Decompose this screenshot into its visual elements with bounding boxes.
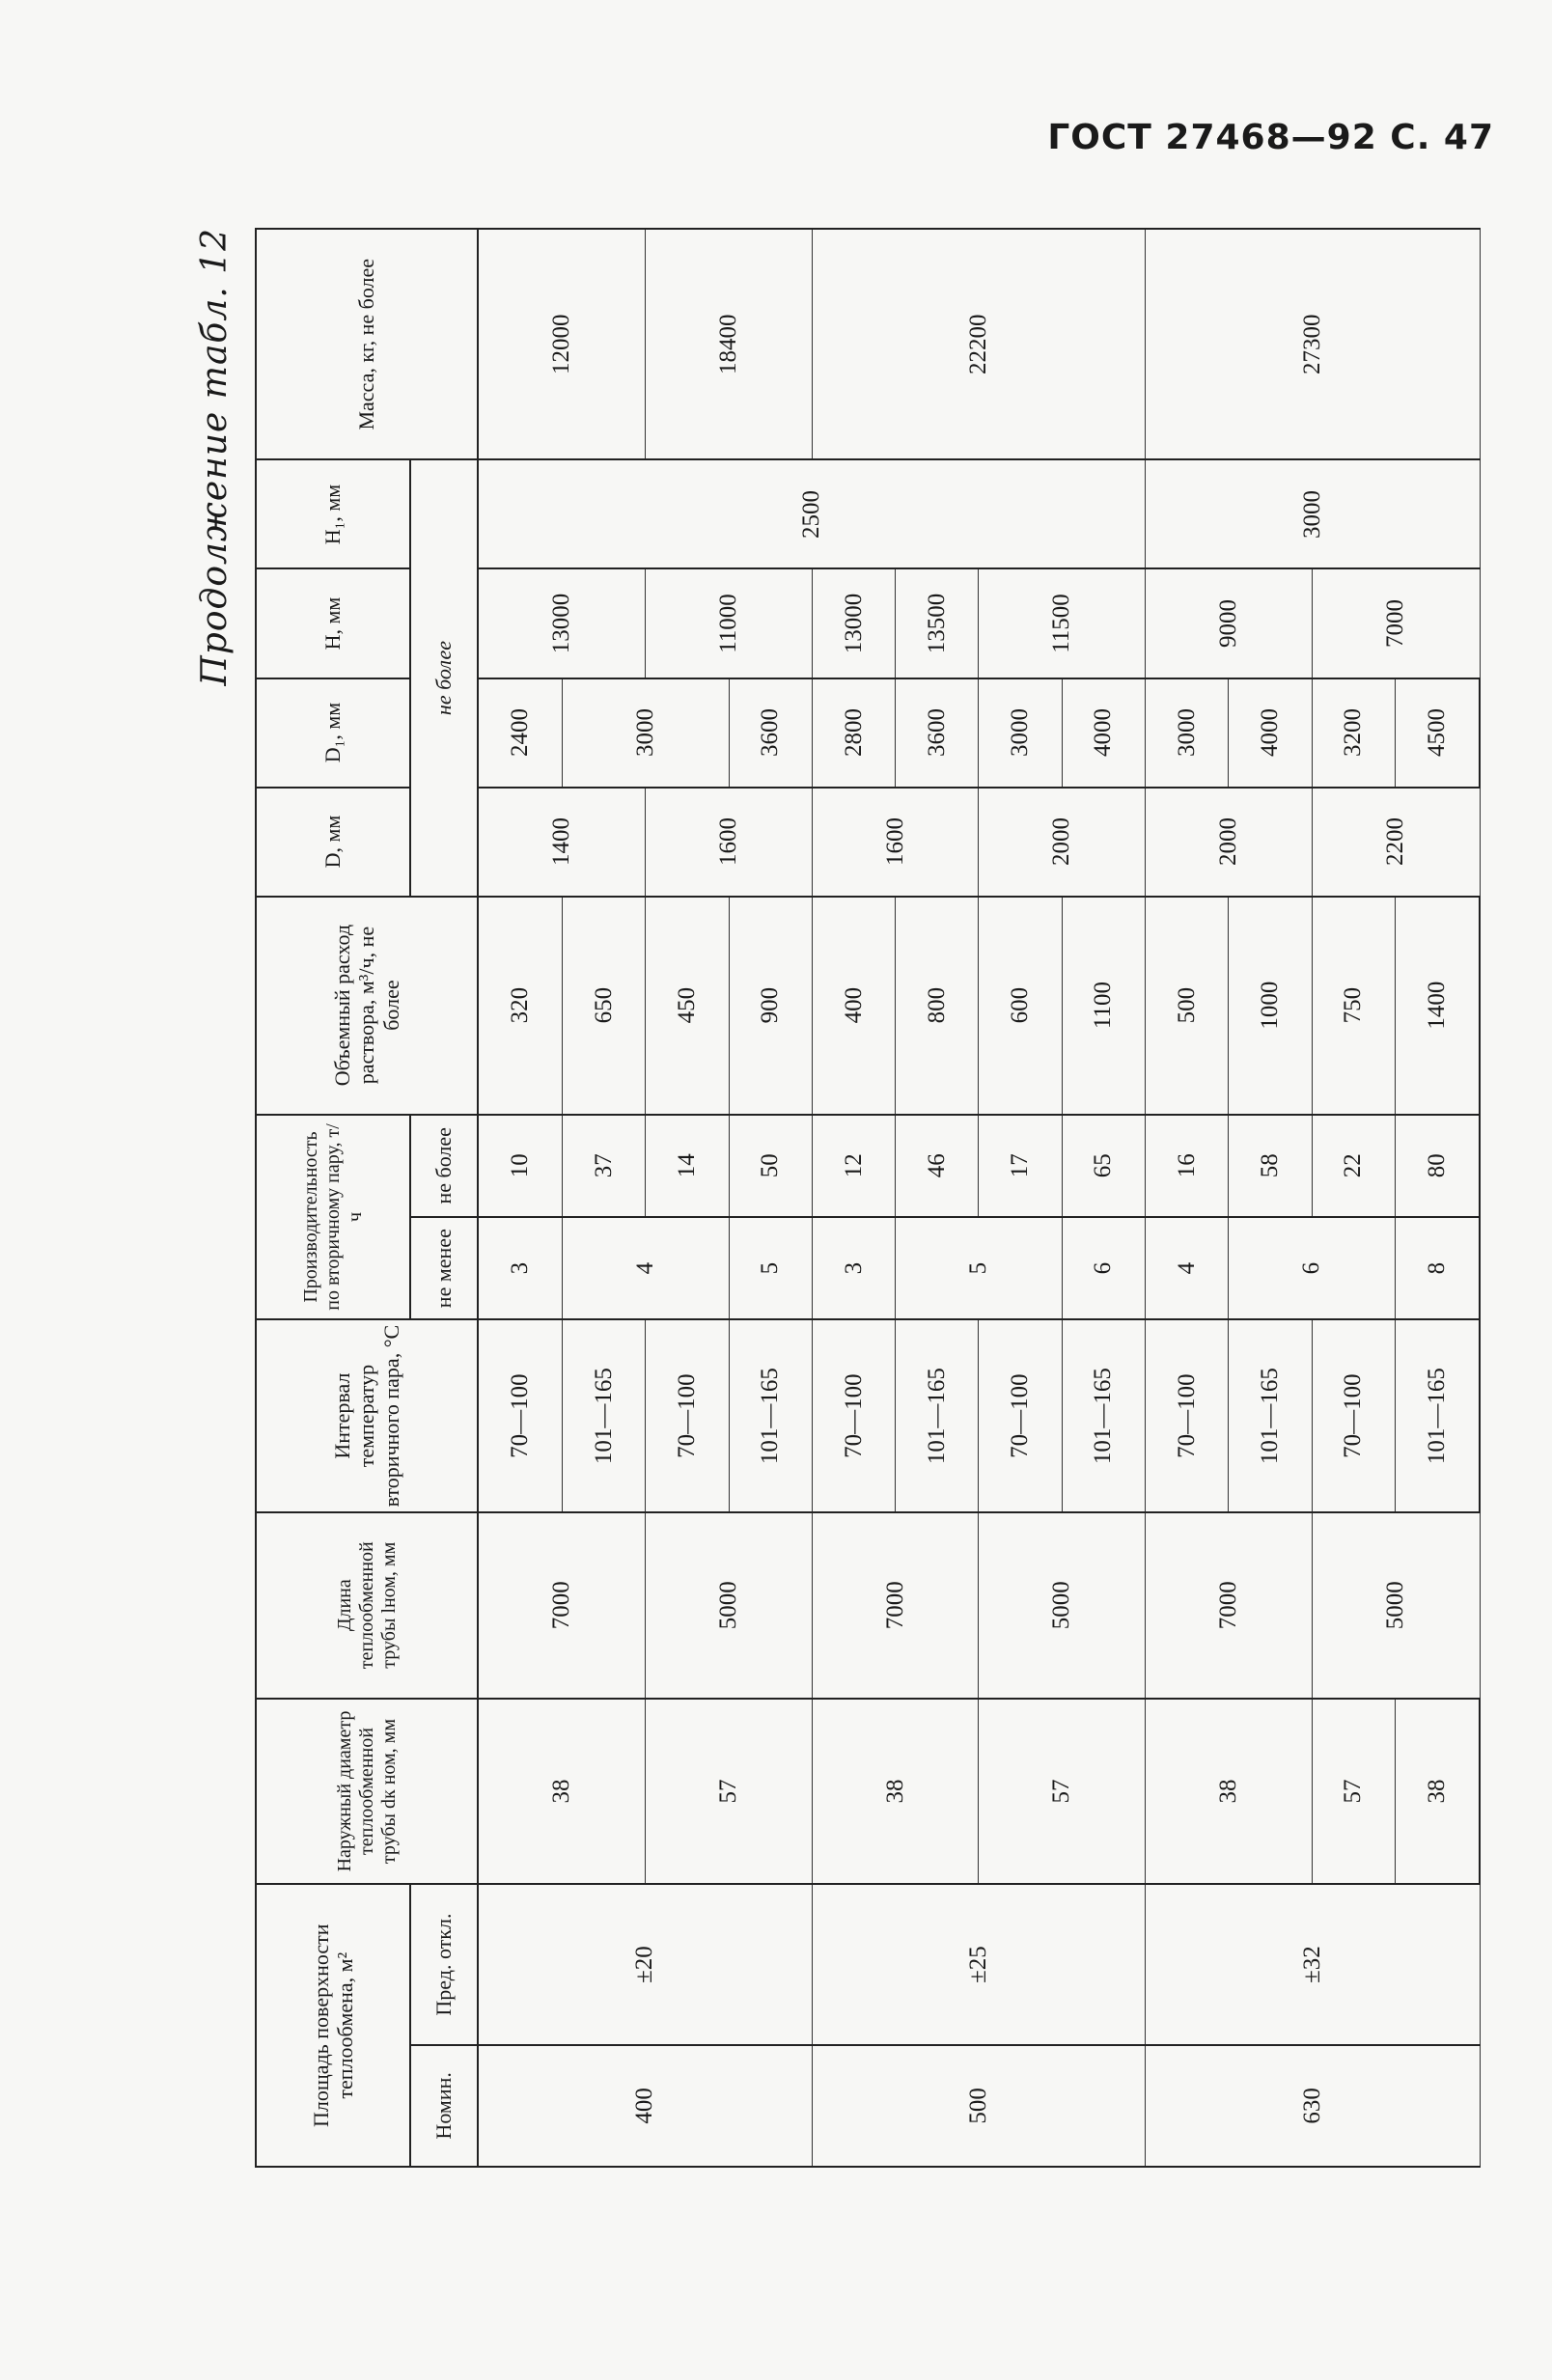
header-diameter: Наружный диаметр теплообменной трубы dк ном, мм bbox=[256, 1699, 478, 1885]
cell-flow: 320 bbox=[478, 897, 563, 1115]
cell-temperature: 70—100 bbox=[1312, 1319, 1395, 1511]
cell-H: 13500 bbox=[896, 569, 979, 678]
header-H1: H₁, мм bbox=[256, 459, 410, 568]
cell-temperature: 70—100 bbox=[979, 1319, 1062, 1511]
cell-diameter: 57 bbox=[979, 1699, 1146, 1885]
cell-D1: 4500 bbox=[1395, 678, 1480, 788]
cell-productivity-max: 16 bbox=[1146, 1115, 1229, 1217]
cell-D: 1600 bbox=[646, 788, 813, 897]
cell-D1: 3000 bbox=[563, 678, 730, 788]
cell-H: 13000 bbox=[812, 569, 895, 678]
cell-D1: 3200 bbox=[1312, 678, 1395, 788]
cell-productivity-min: 6 bbox=[1062, 1217, 1145, 1319]
cell-D1: 2400 bbox=[478, 678, 563, 788]
header-D: D, мм bbox=[256, 788, 410, 897]
cell-D1: 3600 bbox=[896, 678, 979, 788]
cell-length: 7000 bbox=[478, 1512, 646, 1699]
cell-temperature: 70—100 bbox=[1146, 1319, 1229, 1511]
header-max-note: не более bbox=[410, 459, 478, 896]
cell-area-deviation: ±20 bbox=[478, 1884, 812, 2044]
cell-H: 13000 bbox=[478, 569, 646, 678]
cell-H: 7000 bbox=[1312, 569, 1480, 678]
cell-productivity-max: 65 bbox=[1062, 1115, 1145, 1217]
cell-area-nominal: 500 bbox=[812, 2045, 1145, 2167]
cell-mass: 22200 bbox=[812, 229, 1145, 459]
cell-diameter: 38 bbox=[812, 1699, 979, 1885]
cell-temperature: 101—165 bbox=[1395, 1319, 1480, 1511]
cell-productivity-min: 8 bbox=[1395, 1217, 1480, 1319]
cell-diameter: 38 bbox=[1395, 1699, 1480, 1885]
cell-productivity-min: 3 bbox=[812, 1217, 895, 1319]
cell-productivity-min: 6 bbox=[1229, 1217, 1396, 1319]
cell-H: 11000 bbox=[646, 569, 813, 678]
cell-flow: 600 bbox=[979, 897, 1062, 1115]
cell-productivity-max: 12 bbox=[812, 1115, 895, 1217]
cell-flow: 900 bbox=[729, 897, 812, 1115]
cell-productivity-min: 4 bbox=[1146, 1217, 1229, 1319]
cell-mass: 27300 bbox=[1146, 229, 1480, 459]
cell-productivity-max: 14 bbox=[646, 1115, 729, 1217]
header-productivity-min: не менее bbox=[410, 1217, 478, 1319]
cell-productivity-max: 17 bbox=[979, 1115, 1062, 1217]
cell-temperature: 70—100 bbox=[478, 1319, 563, 1511]
cell-productivity-max: 50 bbox=[729, 1115, 812, 1217]
specifications-table bbox=[255, 228, 1481, 2168]
cell-length: 5000 bbox=[646, 1512, 813, 1699]
cell-D: 1400 bbox=[478, 788, 646, 897]
cell-temperature: 101—165 bbox=[563, 1319, 646, 1511]
cell-length: 7000 bbox=[812, 1512, 979, 1699]
cell-productivity-max: 37 bbox=[563, 1115, 646, 1217]
cell-length: 7000 bbox=[1146, 1512, 1313, 1699]
cell-diameter: 57 bbox=[646, 1699, 813, 1885]
cell-D1: 4000 bbox=[1229, 678, 1312, 788]
cell-productivity-max: 80 bbox=[1395, 1115, 1480, 1217]
cell-diameter: 38 bbox=[1146, 1699, 1313, 1885]
cell-area-deviation: ±32 bbox=[1146, 1884, 1480, 2044]
cell-flow: 500 bbox=[1146, 897, 1229, 1115]
cell-flow: 450 bbox=[646, 897, 729, 1115]
header-productivity-max: не более bbox=[410, 1115, 478, 1217]
cell-length: 5000 bbox=[1312, 1512, 1480, 1699]
cell-flow: 400 bbox=[812, 897, 895, 1115]
cell-flow: 1400 bbox=[1395, 897, 1480, 1115]
cell-H: 11500 bbox=[979, 569, 1146, 678]
cell-diameter: 38 bbox=[478, 1699, 646, 1885]
cell-productivity-max: 46 bbox=[896, 1115, 979, 1217]
cell-area-deviation: ±25 bbox=[812, 1884, 1145, 2044]
page-header: ГОСТ 27468—92 С. 47 bbox=[1047, 118, 1494, 157]
cell-D1: 3000 bbox=[979, 678, 1062, 788]
header-length: Длина теплообменной трубы lном, мм bbox=[256, 1512, 478, 1699]
header-productivity: Производительность по вторичному пару, т/ч bbox=[256, 1115, 410, 1320]
cell-flow: 750 bbox=[1312, 897, 1395, 1115]
header-flow: Объемный расход раствора, м³/ч, не более bbox=[256, 897, 478, 1115]
cell-D1: 3600 bbox=[729, 678, 812, 788]
cell-H1: 3000 bbox=[1146, 459, 1480, 568]
header-H: H, мм bbox=[256, 569, 410, 678]
cell-temperature: 70—100 bbox=[812, 1319, 895, 1511]
header-temperature: Интервал температур вторичного пара, °С bbox=[256, 1319, 478, 1511]
cell-productivity-max: 22 bbox=[1312, 1115, 1395, 1217]
cell-productivity-min: 3 bbox=[478, 1217, 563, 1319]
cell-H1: 2500 bbox=[478, 459, 1146, 568]
cell-temperature: 101—165 bbox=[896, 1319, 979, 1511]
cell-H: 9000 bbox=[1146, 569, 1313, 678]
cell-D: 1600 bbox=[812, 788, 979, 897]
rotated-table-area bbox=[195, 228, 1498, 2168]
cell-temperature: 101—165 bbox=[1062, 1319, 1145, 1511]
cell-temperature: 70—100 bbox=[646, 1319, 729, 1511]
cell-temperature: 101—165 bbox=[1229, 1319, 1312, 1511]
cell-productivity-min: 5 bbox=[896, 1217, 1063, 1319]
cell-area-nominal: 630 bbox=[1146, 2045, 1480, 2167]
cell-temperature: 101—165 bbox=[729, 1319, 812, 1511]
cell-mass: 12000 bbox=[478, 229, 646, 459]
cell-D: 2000 bbox=[979, 788, 1146, 897]
cell-D: 2000 bbox=[1146, 788, 1313, 897]
header-area: Площадь поверхности теплообмена, м² bbox=[256, 1884, 410, 2167]
cell-productivity-max: 10 bbox=[478, 1115, 563, 1217]
table-continuation-caption: Продолжение табл. 12 bbox=[195, 228, 235, 686]
header-mass: Масса, кг, не более bbox=[256, 229, 478, 459]
cell-flow: 650 bbox=[563, 897, 646, 1115]
cell-D: 2200 bbox=[1312, 788, 1480, 897]
cell-length: 5000 bbox=[979, 1512, 1146, 1699]
cell-flow: 1100 bbox=[1062, 897, 1145, 1115]
cell-mass: 18400 bbox=[646, 229, 813, 459]
header-area-nominal: Номин. bbox=[410, 2045, 478, 2167]
cell-flow: 800 bbox=[896, 897, 979, 1115]
cell-D1: 4000 bbox=[1062, 678, 1145, 788]
header-D1: D₁, мм bbox=[256, 678, 410, 788]
cell-area-nominal: 400 bbox=[478, 2045, 812, 2167]
cell-D1: 2800 bbox=[812, 678, 895, 788]
header-area-deviation: Пред. откл. bbox=[410, 1884, 478, 2044]
cell-D1: 3000 bbox=[1146, 678, 1229, 788]
cell-flow: 1000 bbox=[1229, 897, 1312, 1115]
cell-productivity-min: 4 bbox=[563, 1217, 730, 1319]
cell-productivity-min: 5 bbox=[729, 1217, 812, 1319]
cell-productivity-max: 58 bbox=[1229, 1115, 1312, 1217]
cell-diameter: 57 bbox=[1312, 1699, 1395, 1885]
